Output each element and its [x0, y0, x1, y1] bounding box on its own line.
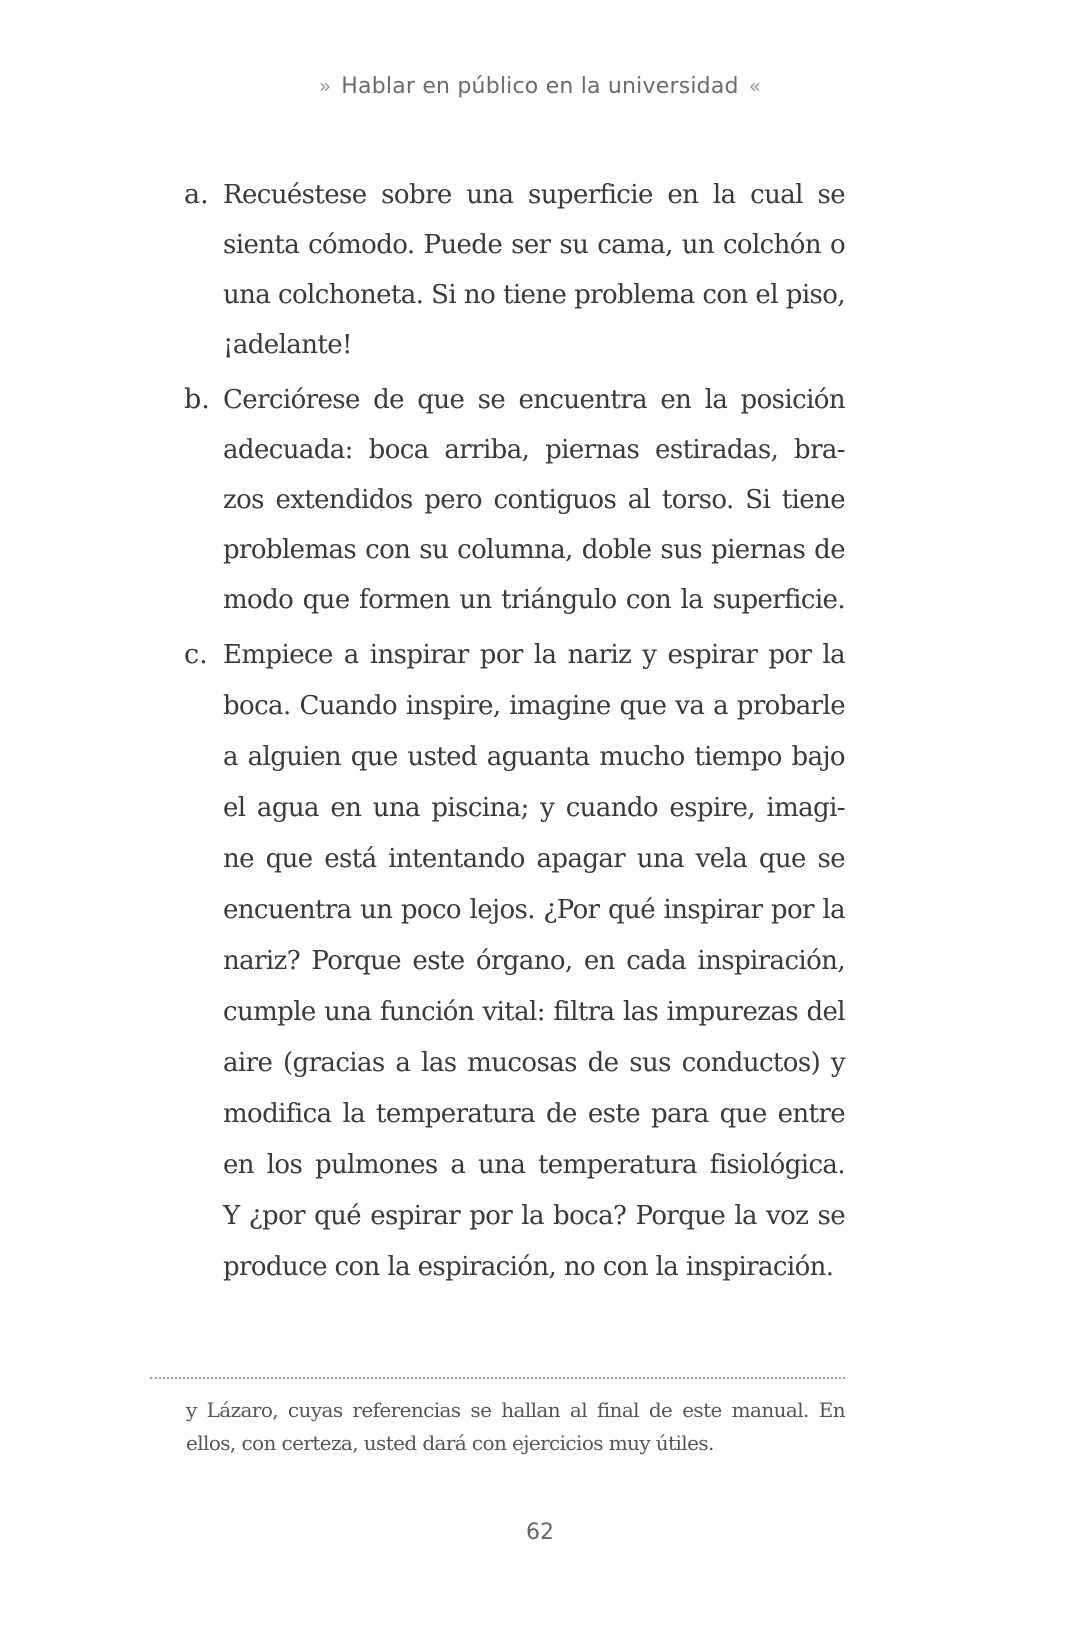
text-line: modifica la temperatura de este para que entre: [223, 1099, 845, 1129]
left-guillemet-icon: »: [318, 74, 332, 98]
text-line: una colchoneta. Si no tiene problema con el piso,: [223, 280, 845, 310]
text-line: modo que formen un triángulo con la superficie.: [223, 585, 845, 615]
right-guillemet-icon: «: [748, 74, 762, 98]
text-line: aire (gracias a las mucosas de sus conductos) y: [223, 1048, 845, 1078]
item-label: a.: [184, 179, 209, 210]
text-line: produce con la espiración, no con la inspiración.: [223, 1252, 834, 1282]
text-line: cumple una función vital: filtra las impurezas del: [223, 997, 845, 1027]
item-label: b.: [184, 384, 210, 415]
text-line: nariz? Porque este órgano, en cada inspiración,: [223, 946, 845, 976]
text-line: Cerciórese de que se encuentra en la posición: [223, 385, 845, 415]
text-line: sienta cómodo. Puede ser su cama, un colchón o: [223, 230, 845, 260]
text-line: encuentra un poco lejos. ¿Por qué inspirar por la: [223, 895, 845, 925]
text-line: el agua en una piscina; y cuando espire, imagi-: [223, 793, 845, 823]
text-line: a alguien que usted aguanta mucho tiempo bajo: [223, 742, 845, 772]
footnote-line: y Lázaro, cuyas referencias se hallan al final de este manual. En: [186, 1398, 845, 1422]
text-line: Empiece a inspirar por la nariz y espirar por la: [223, 640, 845, 670]
text-line: Y ¿por qué espirar por la boca? Porque la voz se: [223, 1201, 845, 1231]
text-line: Recuéstese sobre una superficie en la cual se: [223, 180, 845, 210]
text-line: zos extendidos pero contiguos al torso. Si tiene: [223, 485, 845, 515]
item-label: c.: [184, 639, 208, 670]
page-number: 62: [526, 1520, 554, 1545]
text-line: problemas con su columna, doble sus piernas de: [223, 535, 845, 565]
header-title: Hablar en público en la universidad: [341, 74, 739, 99]
footnote-separator: [150, 1377, 845, 1379]
text-line: adecuada: boca arriba, piernas estiradas, bra-: [223, 435, 845, 465]
footnote-line: ellos, con certeza, usted dará con ejercicios muy útiles.: [186, 1431, 714, 1455]
text-line: ne que está intentando apagar una vela que se: [223, 844, 845, 874]
text-line: boca. Cuando inspire, imagine que va a probarle: [223, 691, 845, 721]
text-line: ¡adelante!: [223, 330, 352, 360]
running-header: [0, 74, 1080, 99]
text-line: en los pulmones a una temperatura fisiológica.: [223, 1150, 845, 1180]
